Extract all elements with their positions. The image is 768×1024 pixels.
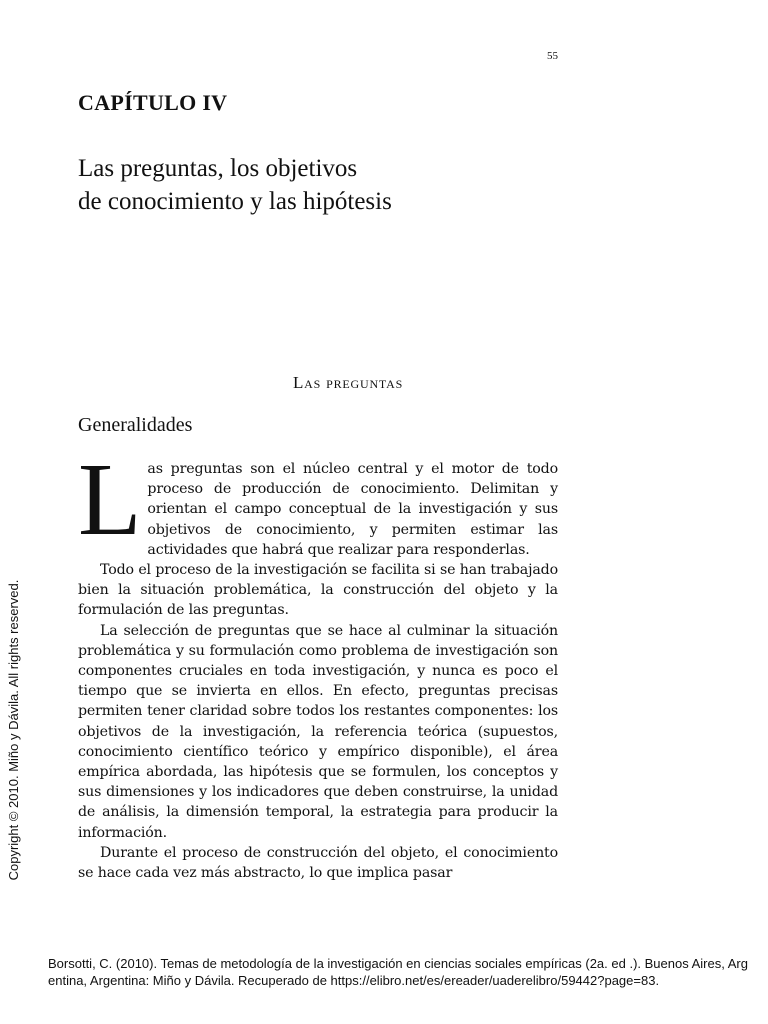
paragraph-1-text: as preguntas son el núcleo central y el motor de todo proceso de producción de conocimiento. Delimitan y orientan el campo conceptual de la investigación y sus objetivos de conocimiento, y permiten estimar las actividades que habrá que realizar para responderlas. bbox=[147, 461, 558, 558]
chapter-title-line-2: de conocimiento y las hipótesis bbox=[78, 188, 392, 215]
chapter-title bbox=[78, 152, 558, 218]
paragraph-3: La selección de preguntas que se hace al culminar la situación problemática y su formulación como problema de investigación son componentes cruciales en toda investigación, y nunca es poco el tiempo que se invierta en ellos. En efecto, preguntas precisas permiten tener claridad sobre todos los restantes componentes: los objetivos de la investigación, la referencia teórica (supuestos, conocimiento científico teórico y empírico disponible), el área empírica abordada, las hipótesis que se formulen, los conceptos y sus dimensiones y los indicadores que deben construirse, la unidad de análisis, la dimensión temporal, la estrategia para producir la información. bbox=[78, 622, 558, 841]
copyright-notice: Copyright © 2010. Miño y Dávila. All rights reserved. bbox=[6, 579, 21, 881]
chapter-title-line-1: Las preguntas, los objetivos bbox=[78, 155, 358, 182]
body-text bbox=[78, 442, 558, 883]
page-number: 55 bbox=[547, 50, 558, 62]
chapter-label: CAPÍTULO IV bbox=[78, 90, 228, 115]
paragraph-4: Durante el proceso de construcción del objeto, el conocimiento se hace cada vez más abstracto, lo que implica pasar bbox=[78, 844, 558, 882]
section-heading: Las preguntas bbox=[292, 373, 404, 392]
citation-footer: Borsotti, C. (2010). Temas de metodología de la investigación en ciencias sociales empíricas (2a. ed .). Buenos Aires, Argentina, Argentina: Miño y Dávila. Recuperado de https://elibro.net/es/ereader/uaderelibro/59442?page=83. bbox=[48, 956, 748, 988]
subsection-heading: Generalidades bbox=[78, 414, 193, 436]
drop-cap: L bbox=[78, 442, 142, 557]
paragraph-2: Todo el proceso de la investigación se facilita si se han trabajado bien la situación problemática, la construcción del objeto y la formulación de las preguntas. bbox=[78, 562, 558, 619]
paragraph-1 bbox=[78, 442, 558, 560]
